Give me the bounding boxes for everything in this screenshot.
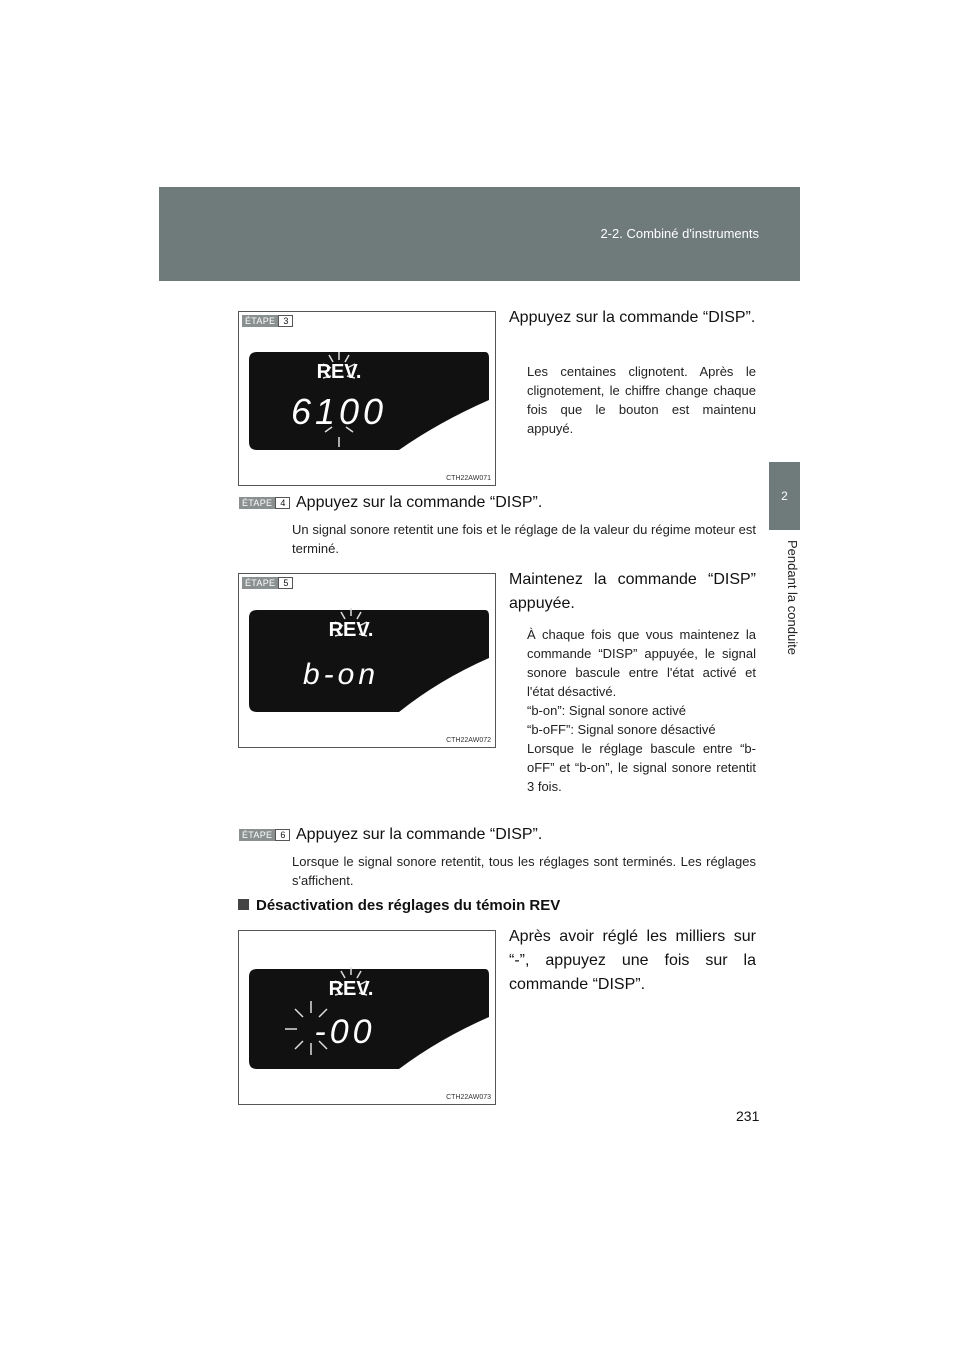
square-bullet-icon bbox=[238, 899, 249, 910]
step-5-description bbox=[527, 625, 756, 796]
page-number: 231 bbox=[736, 1108, 760, 1124]
step-6-description: Lorsque le signal sonore retentit, tous les réglages sont terminés. Les réglages s'affichent. bbox=[292, 854, 756, 888]
section-heading-text: Désactivation des réglages du témoin REV bbox=[256, 897, 561, 914]
figure-step-5 bbox=[238, 573, 496, 748]
figure-code: CTH22AW072 bbox=[446, 737, 491, 744]
figure-code: CTH22AW073 bbox=[446, 1094, 491, 1101]
rev-display-illustration bbox=[239, 574, 495, 747]
step-word: ÉTAPE bbox=[242, 315, 278, 327]
step-5-title: Maintenez la commande “DISP” appuyée. bbox=[509, 571, 756, 612]
display-rev-label: REV. bbox=[328, 619, 374, 641]
step-number: 3 bbox=[278, 315, 293, 327]
step-word: ÉTAPE bbox=[242, 577, 278, 589]
figure-code: CTH22AW071 bbox=[446, 475, 491, 482]
rev-display-illustration bbox=[239, 312, 495, 485]
description-line: “b-oFF”: Signal sonore désactivé bbox=[527, 722, 716, 737]
display-rev-label: REV. bbox=[328, 978, 374, 1000]
description-line: “b-on”: Signal sonore activé bbox=[527, 703, 686, 718]
figure-step-3 bbox=[238, 311, 496, 486]
section-breadcrumb: 2-2. Combiné d'instruments bbox=[600, 226, 759, 241]
section-heading bbox=[238, 897, 560, 914]
display-rev-label: REV. bbox=[316, 361, 362, 383]
step-number: 6 bbox=[275, 829, 290, 841]
step-number: 4 bbox=[275, 497, 290, 509]
description-line: À chaque fois que vous maintenez la commande “DISP” appuyée, le signal sonore bascule entre l'état activé et l'état désactivé. bbox=[527, 627, 756, 699]
description-line: Lorsque le réglage bascule entre “b-oFF” et “b-on”, le signal sonore retentit 3 fois. bbox=[527, 741, 756, 794]
chapter-tab: 2 bbox=[769, 462, 800, 530]
rev-display-illustration bbox=[239, 931, 495, 1104]
chapter-label: Pendant la conduite bbox=[785, 540, 800, 655]
step-word: ÉTAPE bbox=[239, 829, 275, 841]
display-digits: -00 bbox=[314, 1013, 376, 1051]
step-6-title: Appuyez sur la commande “DISP”. bbox=[296, 826, 543, 843]
step-badge-4 bbox=[239, 497, 290, 509]
step-4-description: Un signal sonore retentit une fois et le réglage de la valeur du régime moteur est terminé. bbox=[292, 522, 756, 556]
section-body: Après avoir réglé les milliers sur “-”, appuyez une fois sur la commande “DISP”. bbox=[509, 928, 756, 993]
step-number: 5 bbox=[278, 577, 293, 589]
header-band bbox=[159, 187, 800, 281]
step-word: ÉTAPE bbox=[239, 497, 275, 509]
step-badge-6 bbox=[239, 829, 290, 841]
step-3-description: Les centaines clignotent. Après le clignotement, le chiffre change chaque fois que le bouton est maintenu appuyé. bbox=[527, 364, 756, 436]
step-3-title: Appuyez sur la commande “DISP”. bbox=[509, 309, 756, 326]
step-4-title: Appuyez sur la commande “DISP”. bbox=[296, 494, 543, 511]
display-digits: b-on bbox=[302, 658, 380, 691]
display-digits: 6100 bbox=[290, 391, 388, 432]
figure-section bbox=[238, 930, 496, 1105]
